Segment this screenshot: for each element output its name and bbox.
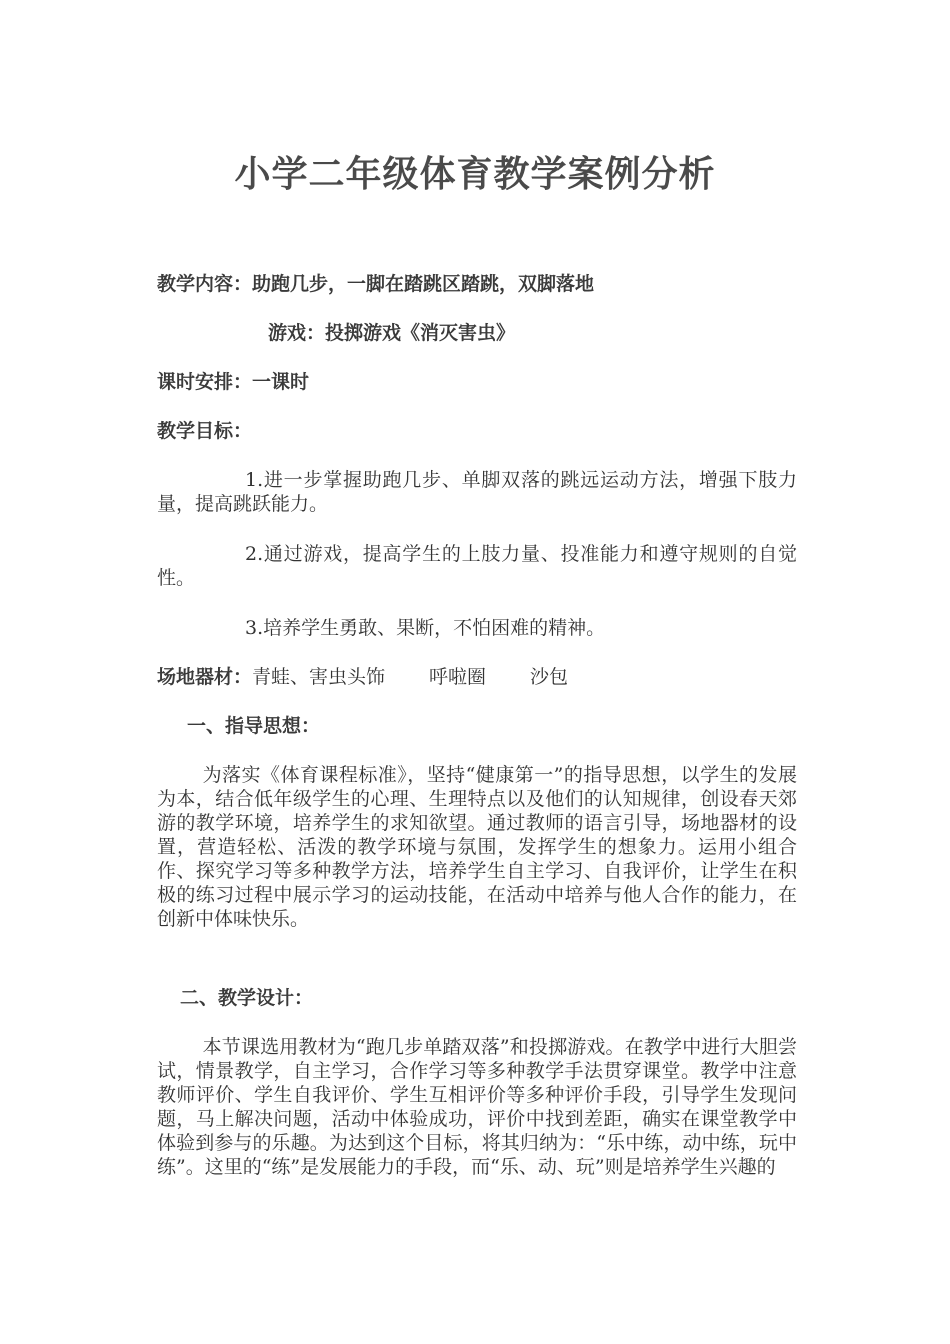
section1-body: 为落实《体育课程标准》，坚持“健康第一”的指导思想，以学生的发展为本，结合低年级学生的心理、生理特点以及他们的认知规律，创设春天郊游的教学环境，培养学生的求知欲望。通过教师的语言引导，场地器材的设置，营造轻松、活泼的教学环境与氛围，发挥学生的想象力。运用小组合作、探究学习等多种教学方法，培养学生自主学习、自我评价，让学生在积极的练习过程中展示学习的运动技能，在活动中培养与他人合作的能力，在创新中体味快乐。 [157,764,797,930]
section2-heading-row [180,986,820,1010]
schedule-label: 课时安排： [157,371,253,393]
objectives-label: 教学目标： [157,420,253,442]
content-row [157,272,797,296]
equipment-item: 呼啦圈 [429,666,487,688]
schedule-value: 一课时 [252,371,310,393]
objective-item-2: 2.通过游戏，提高学生的上肢力量、投准能力和遵守规则的自觉性。 [157,543,797,589]
equipment-label: 场地器材： [157,666,253,688]
section1-heading: 一、指导思想： [187,715,321,737]
document-title: 小学二年级体育教学案例分析 [234,154,716,195]
content-label: 教学内容： [157,273,253,295]
objective-item-1: 1.进一步掌握助跑几步、单脚双落的跳远运动方法，增强下肢力量，提高跳跃能力。 [157,469,797,515]
equipment-item: 青蛙、害虫头饰 [252,666,386,688]
game-value: 游戏：投掷游戏《消灭害虫》 [268,322,516,344]
objective-item-3: 3.培养学生勇敢、果断，不怕困难的精神。 [245,617,606,639]
game-row [268,321,908,345]
content-value: 助跑几步，一脚在踏跳区踏跳，双脚落地 [252,273,595,295]
section2-heading: 二、教学设计： [180,987,314,1009]
objectives-row [157,419,797,443]
equipment-item: 沙包 [530,666,569,688]
section2-body: 本节课选用教材为“跑几步单踏双落”和投掷游戏。在教学中进行大胆尝试，情景教学，自主学习，合作学习等多种教学手法贯穿课堂。教学中注意教师评价、学生自我评价、学生互相评价等多种评价手段，引导学生发现问题，马上解决问题，活动中体验成功，评价中找到差距，确实在课堂教学中体验到参与的乐趣。为达到这个目标，将其归纳为：“乐中练，动中练，玩中练”。这里的“练”是发展能力的手段，而“乐、动、玩”则是培养学生兴趣的 [157,1036,797,1178]
schedule-row [157,370,797,394]
section1-heading-row [187,714,827,738]
equipment-row [157,665,797,689]
